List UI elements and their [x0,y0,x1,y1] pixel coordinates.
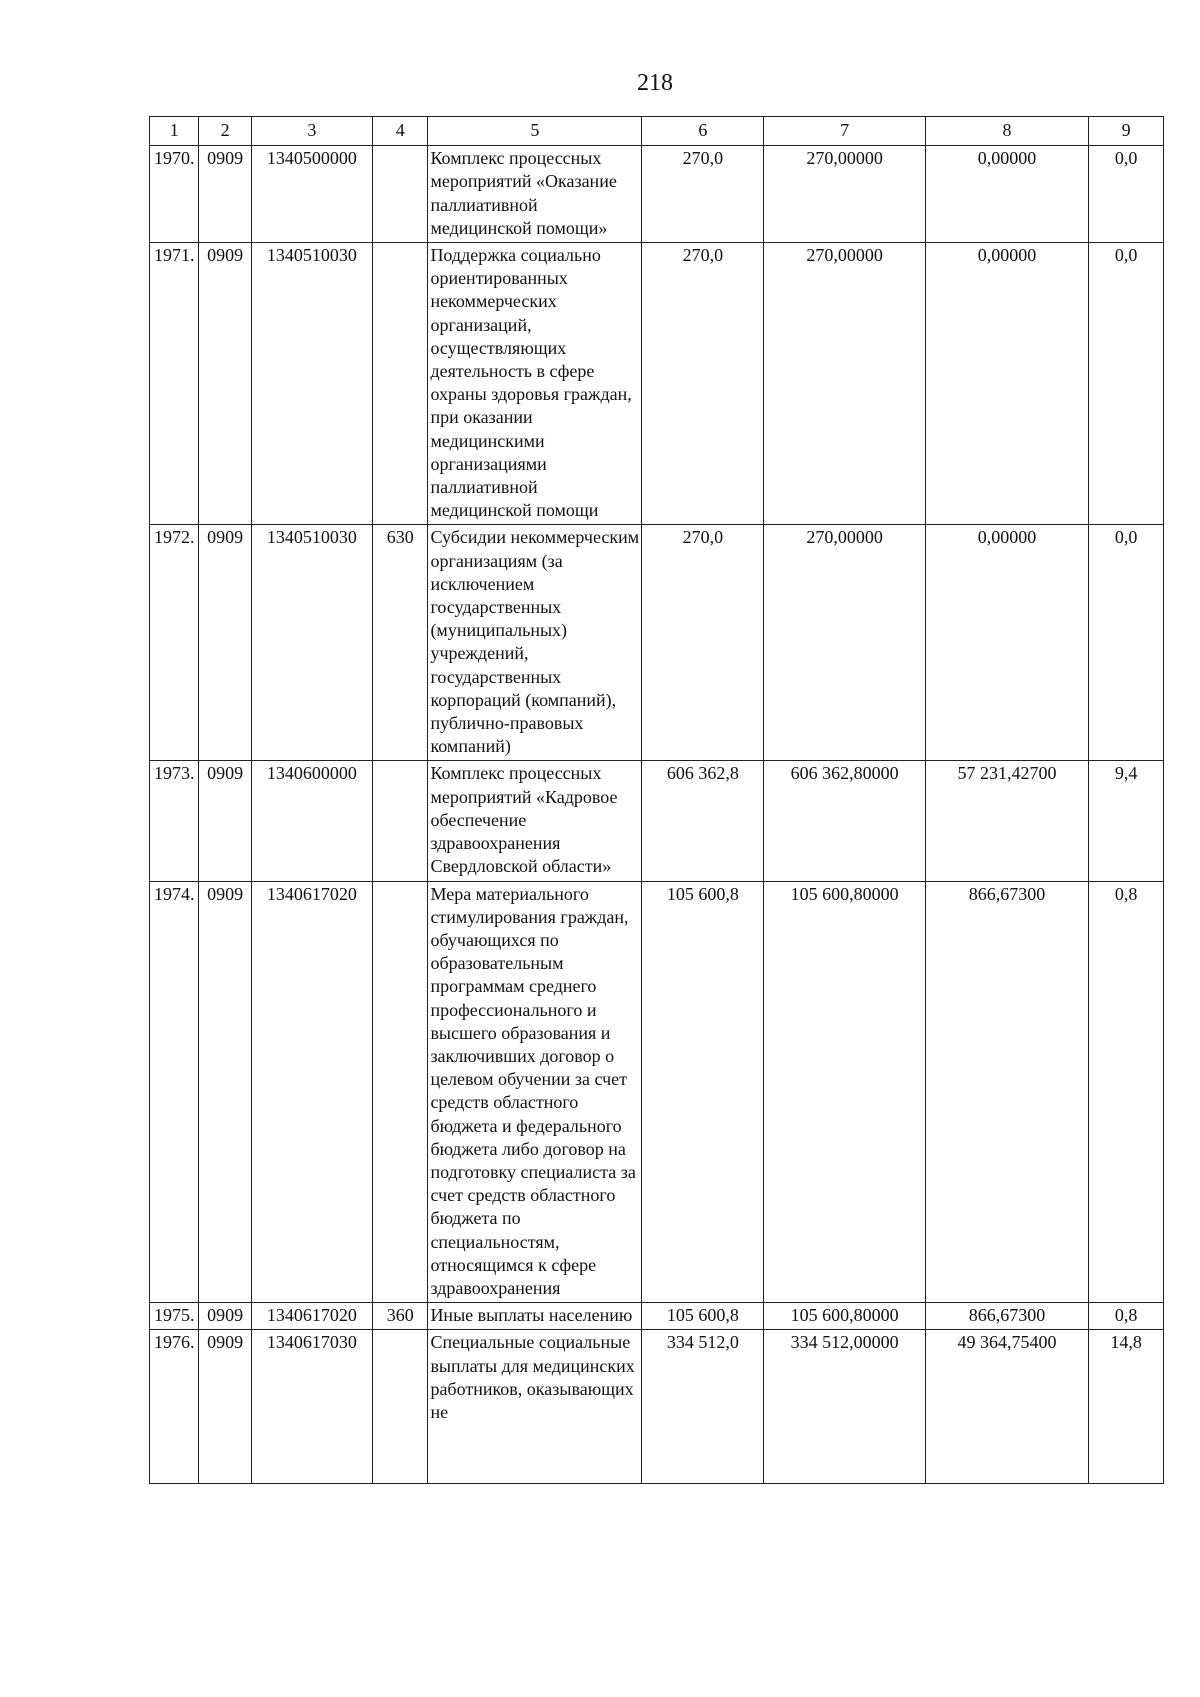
item-name: Комплекс процессных мероприятий «Оказание паллиативной медицинской помощи» [428,146,642,243]
table-row [150,243,1164,525]
target-code: 1340617020 [251,1303,372,1330]
planned-amount: 606 362,8 [642,761,764,881]
header-cell: 4 [372,117,427,146]
header-cell: 1 [150,117,199,146]
section-code: 0909 [199,146,251,243]
item-name: Субсидии некоммерческим организациям (за исключением государственных (муниципальных) учреждений, государственных корпораций (компаний), публично-правовых компаний) [428,525,642,761]
header-cell: 7 [764,117,925,146]
refined-amount: 270,00000 [764,525,925,761]
execution-percent: 0,0 [1089,243,1164,525]
section-code: 0909 [199,1330,251,1484]
target-code: 1340510030 [251,525,372,761]
executed-amount: 866,67300 [925,1303,1088,1330]
section-code: 0909 [199,881,251,1303]
refined-amount: 270,00000 [764,243,925,525]
section-code: 0909 [199,525,251,761]
expense-type-code [372,761,427,881]
planned-amount: 270,0 [642,146,764,243]
row-number: 1972. [150,525,199,761]
page-number: 218 [637,70,673,96]
row-number: 1975. [150,1303,199,1330]
execution-percent: 0,0 [1089,146,1164,243]
executed-amount: 0,00000 [925,146,1088,243]
item-name: Поддержка социально ориентированных некоммерческих организаций, осуществляющих деятельность в сфере охраны здоровья граждан, при оказании медицинскими организациями паллиативной медицинской помощи [428,243,642,525]
refined-amount: 334 512,00000 [764,1330,925,1484]
target-code: 1340500000 [251,146,372,243]
row-number: 1971. [150,243,199,525]
execution-percent: 0,0 [1089,525,1164,761]
refined-amount: 105 600,80000 [764,881,925,1303]
target-code: 1340617030 [251,1330,372,1484]
budget-table [149,116,1164,1484]
table-row [150,146,1164,243]
row-number: 1973. [150,761,199,881]
header-row [150,117,1164,146]
executed-amount: 0,00000 [925,243,1088,525]
planned-amount: 105 600,8 [642,881,764,1303]
execution-percent: 0,8 [1089,881,1164,1303]
section-code: 0909 [199,1303,251,1330]
header-cell: 6 [642,117,764,146]
table-row [150,525,1164,761]
item-name: Мера материального стимулирования граждан, обучающихся по образовательным программам среднего профессионального и высшего образования и заключивших договор о целевом обучении за счет средств областного бюджета и федерального бюджета либо договор на подготовку специалиста за счет средств областного бюджета по специальностям, относящимся к сфере здравоохранения [428,881,642,1303]
target-code: 1340600000 [251,761,372,881]
planned-amount: 105 600,8 [642,1303,764,1330]
item-name: Комплекс процессных мероприятий «Кадровое обеспечение здравоохранения Свердловской области» [428,761,642,881]
refined-amount: 606 362,80000 [764,761,925,881]
row-number: 1976. [150,1330,199,1484]
section-code: 0909 [199,761,251,881]
item-name: Иные выплаты населению [428,1303,642,1330]
target-code: 1340510030 [251,243,372,525]
table-row [150,1330,1164,1484]
expense-type-code: 630 [372,525,427,761]
target-code: 1340617020 [251,881,372,1303]
expense-type-code: 360 [372,1303,427,1330]
refined-amount: 105 600,80000 [764,1303,925,1330]
planned-amount: 270,0 [642,243,764,525]
execution-percent: 14,8 [1089,1330,1164,1484]
planned-amount: 270,0 [642,525,764,761]
executed-amount: 49 364,75400 [925,1330,1088,1484]
executed-amount: 866,67300 [925,881,1088,1303]
refined-amount: 270,00000 [764,146,925,243]
header-cell: 9 [1089,117,1164,146]
header-cell: 5 [428,117,642,146]
row-number: 1974. [150,881,199,1303]
row-number: 1970. [150,146,199,243]
table-row [150,1303,1164,1330]
executed-amount: 57 231,42700 [925,761,1088,881]
header-cell: 8 [925,117,1088,146]
expense-type-code [372,146,427,243]
section-code: 0909 [199,243,251,525]
expense-type-code [372,243,427,525]
table-row [150,761,1164,881]
planned-amount: 334 512,0 [642,1330,764,1484]
header-cell: 2 [199,117,251,146]
expense-type-code [372,881,427,1303]
expense-type-code [372,1330,427,1484]
execution-percent: 0,8 [1089,1303,1164,1330]
executed-amount: 0,00000 [925,525,1088,761]
execution-percent: 9,4 [1089,761,1164,881]
item-name: Специальные социальные выплаты для медицинских работников, оказывающих не [428,1330,642,1484]
table-row [150,881,1164,1303]
header-cell: 3 [251,117,372,146]
